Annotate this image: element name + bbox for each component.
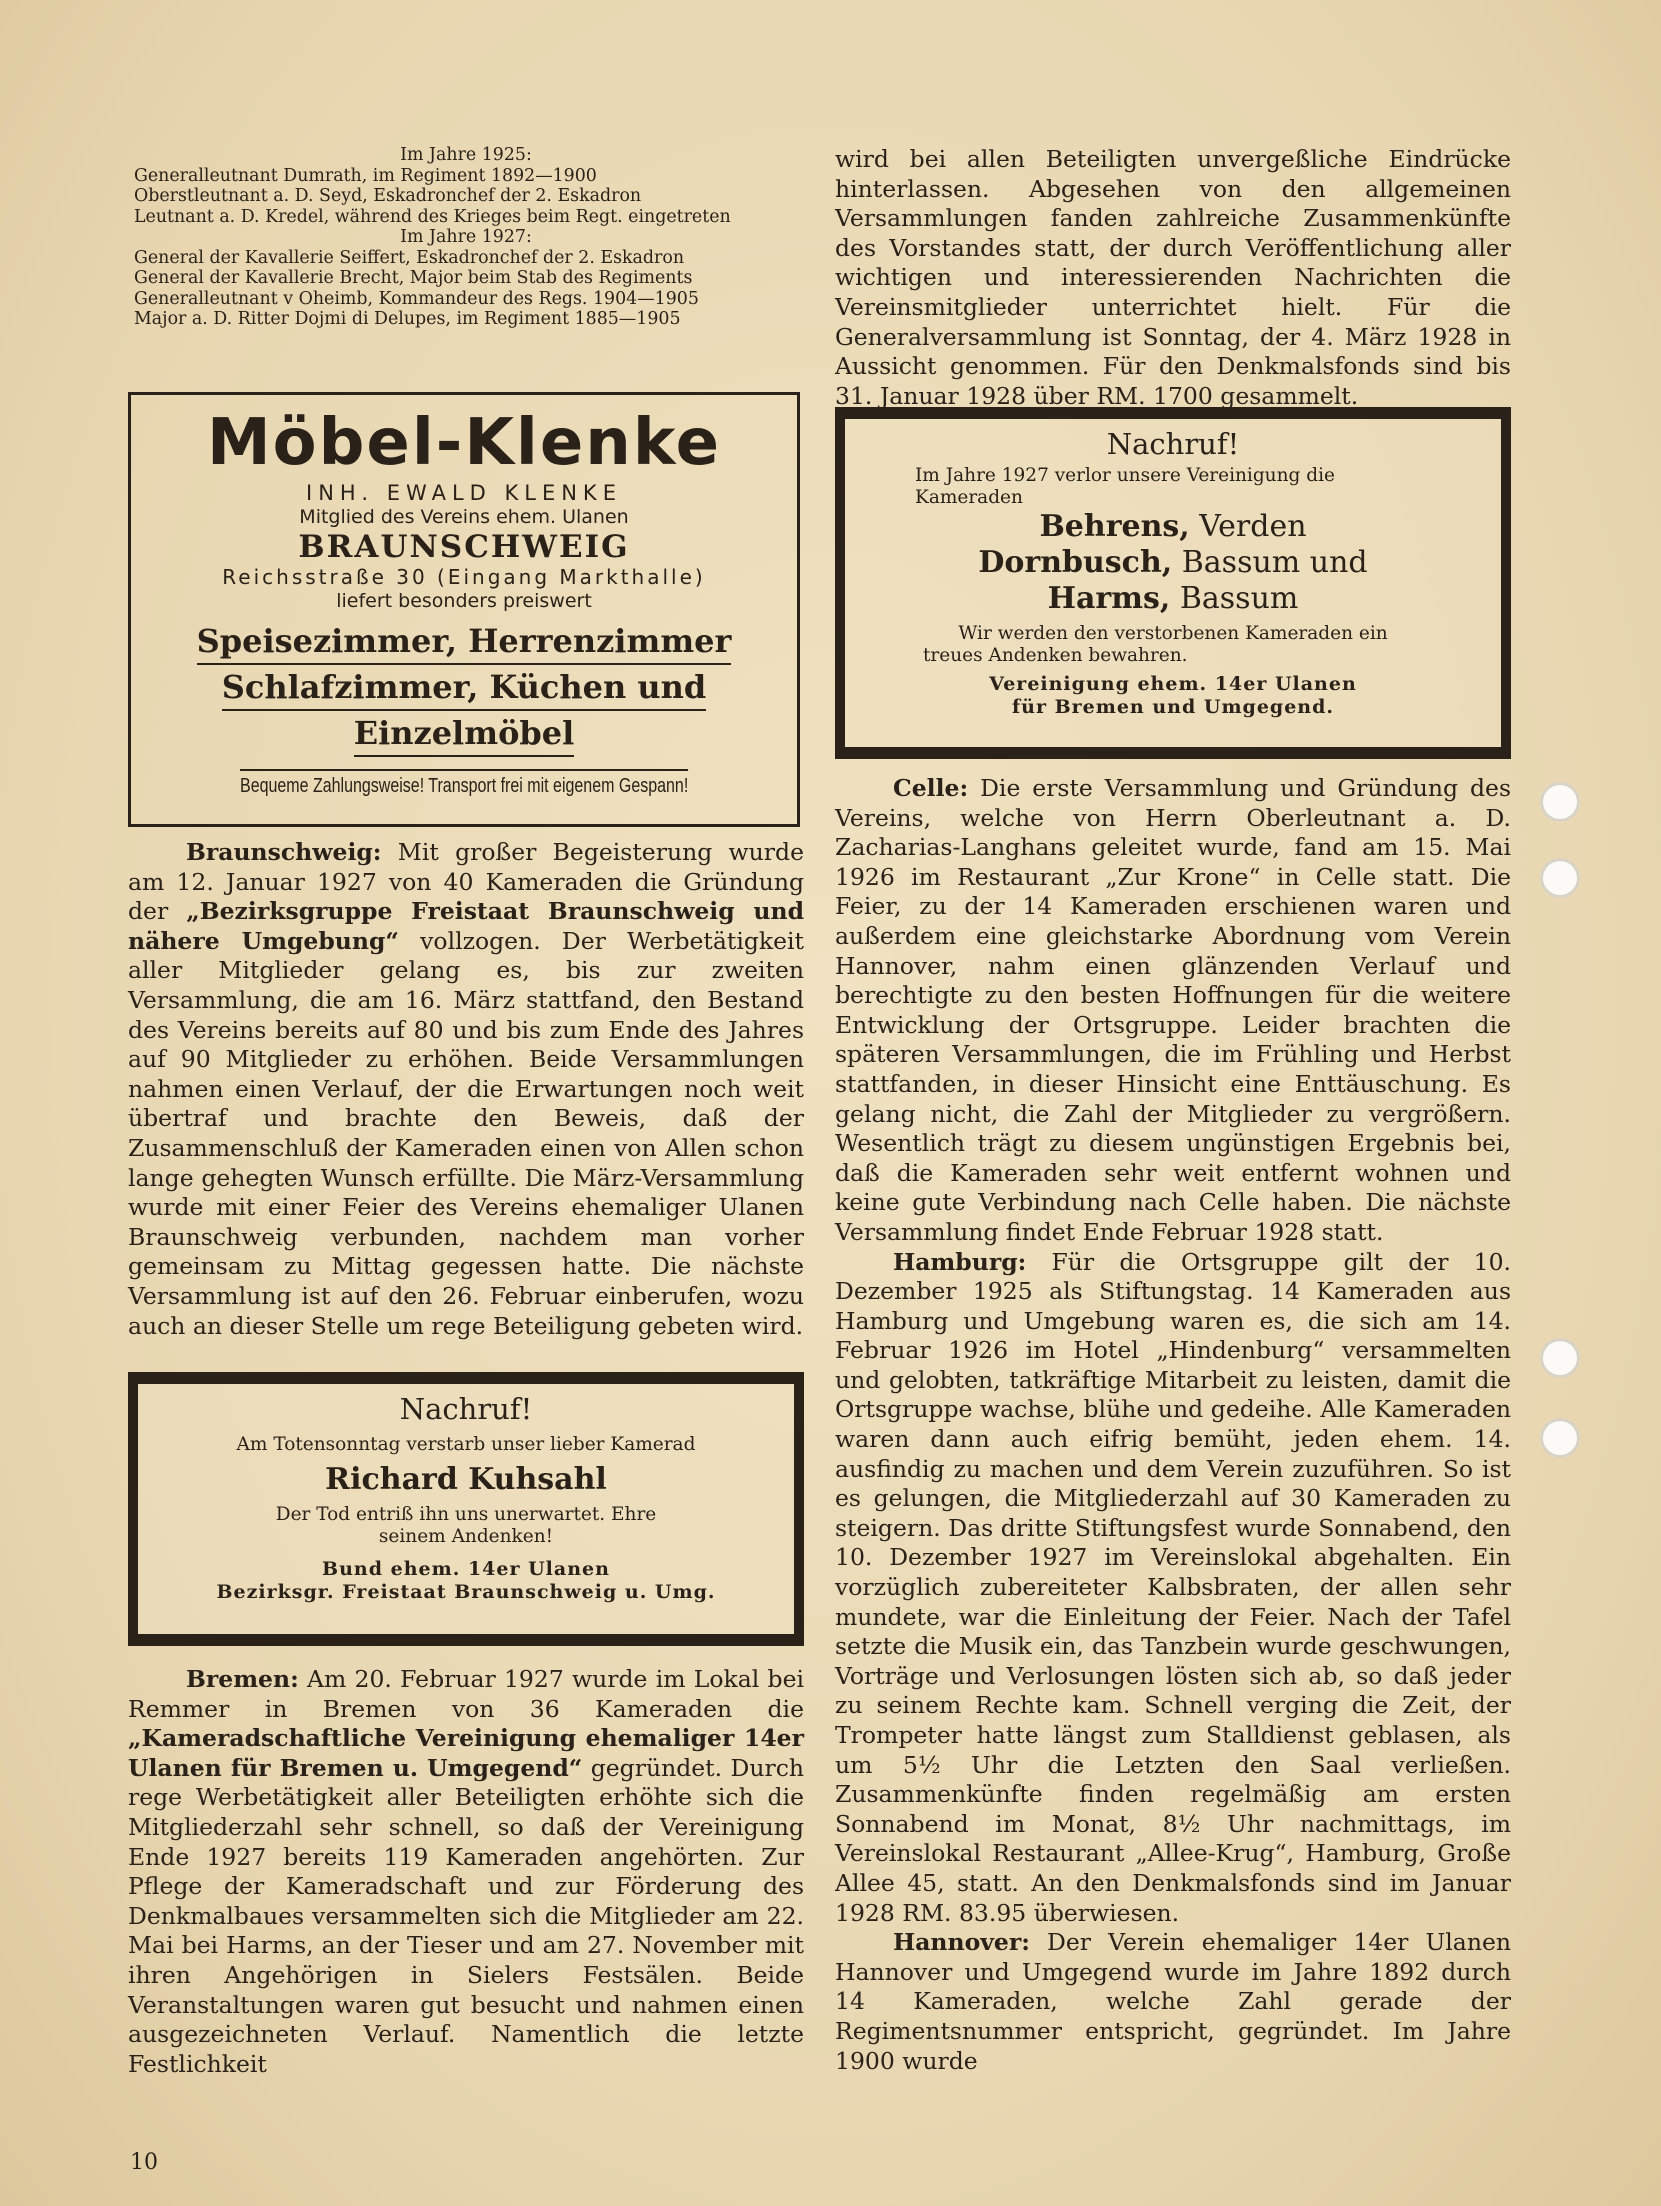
group-name: „Kameradschaftliche Vereinigung ehemaliger 14er Ulanen für Bremen u. Umgegend“ bbox=[128, 1724, 804, 1782]
section-text: vollzogen. Der Werbetätigkeit aller Mitglieder gelang es, bis zur zweiten Versammlung, die am 16. März stattfand, den Bestand des Vereins bereits auf 80 und bis zum Ende des Jahres auf 90 Mitglieder zu erhöhen. Beide Versammlungen nahmen einen Verlauf, der die Erwartungen noch weit übertraf und brachte den Beweis, daß der Zusammenschluß der Kameraden einen von Allen schon lange gehegten Wunsch erfüllte. Die März-Versammlung wurde mit einer Feier des Vereins ehemaliger Ulanen Braunschweig verbunden, nachdem man vorher gemeinsam zu Mittag gegessen hatte. Die nächste Versammlung ist auf den 26. Februar einberufen, wozu auch an dieser Stelle um rege Beteiligung gebeten wird. bbox=[128, 926, 804, 1340]
ad-offer: liefert besonders preiswert bbox=[336, 590, 592, 612]
ad-title: Möbel-Klenke bbox=[206, 406, 722, 480]
right-column bbox=[835, 145, 1511, 411]
list-line: General der Kavallerie Brecht, Major beim Stab des Regiments bbox=[134, 268, 693, 288]
left-column bbox=[128, 145, 804, 330]
punch-hole bbox=[1540, 1418, 1580, 1458]
punch-hole bbox=[1540, 782, 1580, 822]
section-heading: Bremen: bbox=[186, 1665, 299, 1693]
section-text: gegründet. Durch rege Werbetätigkeit aller Beteiligten erhöhte sich die Mitgliederzahl sehr schnell, so daß der Vereinigung Ende 1927 bereits 119 Kameraden angehörten. Zur Pflege der Kameradschaft und zur Förderung des Denkmalbaues versammelten sich die Mitglieder am 22. Mai bei Harms, an der Tieser und am 27. November mit ihren Angehörigen in Sielers Festsälen. Beide Veranstaltungen waren gut besucht und nahmen einen ausgezeichneten Verlauf. Namentlich die letzte Festlichkeit bbox=[128, 1753, 804, 2078]
ad-member: Mitglied des Vereins ehem. Ulanen bbox=[299, 506, 629, 528]
obituary-signature: Bund ehem. 14er Ulanen bbox=[322, 1558, 610, 1580]
punch-hole bbox=[1540, 1338, 1580, 1378]
list-line: Im Jahre 1925: bbox=[400, 145, 532, 165]
ad-city: BRAUNSCHWEIG bbox=[298, 529, 630, 565]
hamburg-paragraph: Hamburg: Für die Ortsgruppe gilt der 10. Dezember 1925 als Stiftungstag. 14 Kameraden aus Hamburg und Umgebung waren es, die sich am 14. Februar 1926 im Hotel „Hindenburg“ versammelten und gelobten, tatkräftige Mitarbeit zu leisten, damit die Ortsgruppe wachse, blühe und gedeihe. Alle Kameraden waren dann auch eifrig bemüht, jeden ehem. 14. ausfindig zu machen und dem Verein zuzuführen. So ist es gelungen, die Mitgliederzahl auf 30 Kameraden zu steigern. Das dritte Stiftungsfest wurde Sonnabend, den 10. Dezember 1927 im Vereinslokal abgehalten. Ein vorzüglich zubereiteter Kalbsbraten, der allen sehr mundete, war die Einleitung der Feier. Nach der Tafel setzte die Musik ein, das Tanzbein wurde geschwungen, Vorträge und Verlosungen lösten sich ab, so daß jeder zu seinem Rechte kam. Schnell verging die Zeit, der Trompeter hatte längst zum Stalldienst geblasen, als um 5½ Uhr die Letzten den Saal verließen. Zusammenkünfte finden regelmäßig am ersten Sonnabend im Monat, 8½ Uhr nachmittags, im Vereinslokal Restaurant „Allee-Krug“, Hamburg, Große Allee 45, statt. An den Denkmalsfonds sind im Januar 1928 RM. 83.95 überwiesen. bbox=[835, 1247, 1511, 1927]
ad-rooms-line: Speisezimmer, Herrenzimmer bbox=[197, 619, 732, 665]
continuation-text: wird bei allen Beteiligten unvergeßliche Eindrücke hinterlassen. Abgesehen von den allgemeinen Versammlungen fanden zahlreiche Zusammenkünfte des Vorstandes statt, der durch Veröffentlichung aller wichtigen und interessierenden Nachrichten die Vereinsmitglieder unterrichtet hielt. Für die Generalversammlung ist Sonntag, der 4. März 1928 in Aussicht genommen. Für den Denkmalsfonds sind bis 31. Januar 1928 über RM. 1700 gesammelt. bbox=[835, 145, 1511, 410]
list-line: Im Jahre 1927: bbox=[400, 227, 532, 247]
celle-paragraph: Celle: Die erste Versammlung und Gründung des Vereins, welche von Herrn Oberleutnant a. D. Zacharias-Langhans geleitet wurde, fand am 15. Mai 1926 im Restaurant „Zur Krone“ in Celle statt. Die Feier, zu der 14 Kameraden erschienen waren und außerdem eine gleichstarke Abordnung vom Verein Hannover, nahm einen glänzenden Verlauf und berechtigte zu den besten Hoffnungen für die weitere Entwicklung der Ortsgruppe. Leider brachten die späteren Versammlungen, die im Frühling und Herbst stattfanden, in dieser Hinsicht eine Enttäuschung. Es gelang nicht, die Zahl der Mitglieder zu vergrößern. Wesentlich trägt zu diesem ungünstigen Ergebnis bei, daß die Kameraden sehr weit entfernt wohnen und keine gute Verbindung nach Celle haben. Die nächste Versammlung findet Ende Februar 1928 statt. bbox=[835, 774, 1511, 1246]
obituary-intro: Kameraden bbox=[915, 487, 1023, 508]
group-name: „Bezirksgruppe Freistaat Braunschweig und nähere Umgebung“ bbox=[128, 897, 804, 955]
braunschweig-section bbox=[128, 838, 804, 1341]
obituary-signature: Vereinigung ehem. 14er Ulanen bbox=[989, 673, 1357, 695]
furniture-advertisement bbox=[128, 392, 800, 827]
obituary-signature: für Bremen und Umgegend. bbox=[1011, 696, 1335, 718]
ad-payment-terms: Bequeme Zahlungsweise! Transport frei mit eigenem Gespann! bbox=[240, 769, 688, 798]
list-line: Major a. D. Ritter Dojmi di Delupes, im Regiment 1885—1905 bbox=[134, 309, 681, 329]
section-text: Mit großer Begeisterung wurde am 12. Januar 1927 von 40 Kameraden die Gründung der bbox=[128, 838, 804, 926]
hannover-paragraph: Hannover: Der Verein ehemaliger 14er Ulanen Hannover und Umgegend wurde im Jahre 1892 durch 14 Kameraden, welche Zahl gerade der Regimentsnummer entspricht, gegründet. Im Jahre 1900 wurde bbox=[835, 1928, 1511, 2075]
obituary-name: Dornbusch, Bassum und bbox=[978, 545, 1368, 580]
obituary-intro: Im Jahre 1927 verlor unsere Vereinigung die bbox=[915, 465, 1335, 486]
ad-rooms-line: Schlafzimmer, Küchen und bbox=[222, 665, 707, 711]
obituary-text: Der Tod entriß ihn uns unerwartet. Ehre bbox=[275, 1504, 657, 1525]
list-line: Generalleutnant v Oheimb, Kommandeur des Regs. 1904—1905 bbox=[134, 288, 699, 309]
obituary-left bbox=[128, 1372, 804, 1646]
list-line: Oberstleutnant a. D. Seyd, Eskadronchef der 2. Eskadron bbox=[134, 186, 642, 206]
obituary-intro: Am Totensonntag verstarb unser lieber Kamerad bbox=[236, 1434, 696, 1455]
obituary-name: Harms, Bassum bbox=[1047, 581, 1299, 616]
section-heading: Braunschweig: bbox=[186, 838, 382, 866]
punch-hole bbox=[1540, 858, 1580, 898]
bremen-section bbox=[128, 1665, 804, 2079]
ad-owner: INH. EWALD KLENKE bbox=[306, 481, 622, 505]
obituary-heading: Nachruf! bbox=[399, 1392, 533, 1426]
ad-rooms-line: Einzelmöbel bbox=[354, 711, 575, 757]
obituary-text: seinem Andenken! bbox=[378, 1526, 554, 1547]
ad-street: Reichsstraße 30 (Eingang Markthalle) bbox=[222, 565, 706, 589]
obituary-text: treues Andenken bewahren. bbox=[923, 645, 1188, 666]
obituary-right bbox=[835, 407, 1511, 759]
section-text: Am 20. Februar 1927 wurde im Lokal bei Remmer in Bremen von 36 Kameraden die bbox=[128, 1665, 804, 1723]
page-number: 10 bbox=[130, 2150, 158, 2175]
honorary-members-list bbox=[134, 145, 798, 330]
obituary-signature: Bezirksgr. Freistaat Braunschweig u. Umg. bbox=[216, 1581, 716, 1603]
local-groups-section bbox=[835, 774, 1511, 2076]
obituary-text: Wir werden den verstorbenen Kameraden ein bbox=[958, 623, 1388, 644]
list-line: Leutnant a. D. Kredel, während des Krieges beim Regt. eingetreten bbox=[134, 206, 731, 227]
obituary-heading: Nachruf! bbox=[1106, 427, 1240, 461]
obituary-name: Richard Kuhsahl bbox=[325, 1462, 607, 1497]
list-line: General der Kavallerie Seiffert, Eskadronchef der 2. Eskadron bbox=[134, 247, 685, 268]
list-line: Generalleutnant Dumrath, im Regiment 1892—1900 bbox=[134, 165, 597, 186]
obituary-name: Behrens, Verden bbox=[1039, 509, 1307, 544]
